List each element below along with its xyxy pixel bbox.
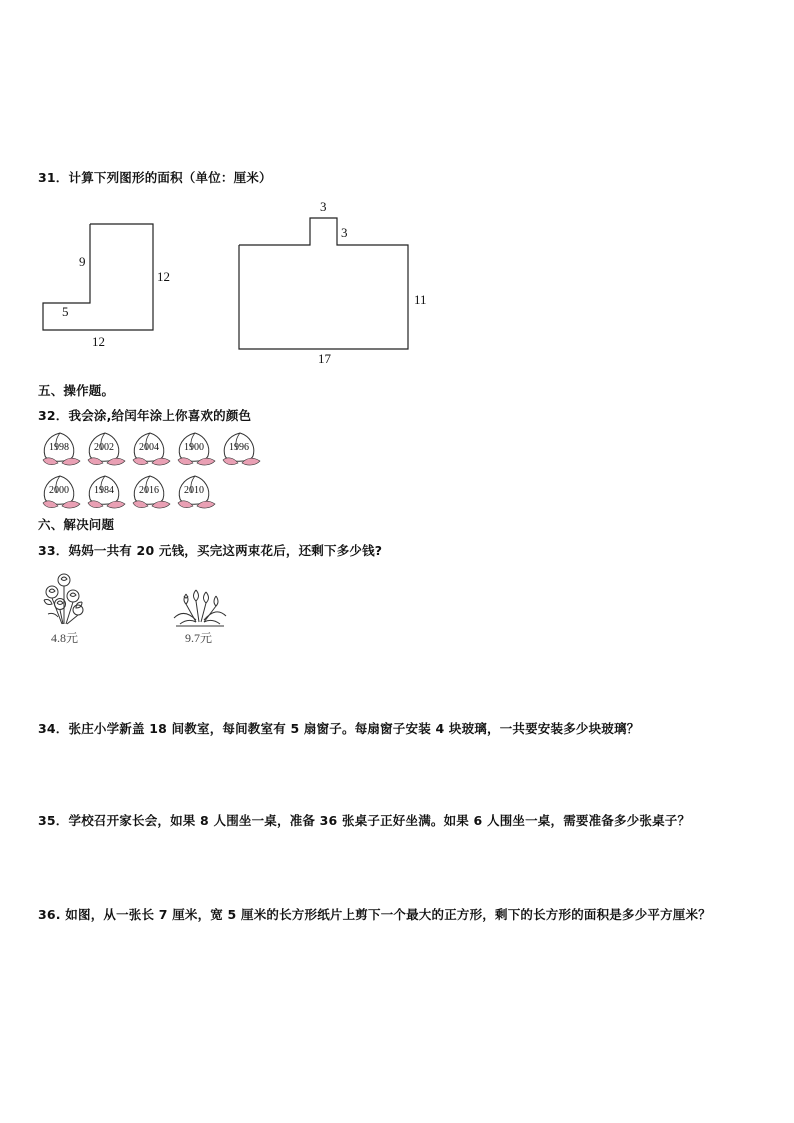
peach-year-item[interactable] (175, 473, 219, 513)
peach-year-label: 1984 (94, 485, 114, 496)
dimension-label: 3 (320, 199, 327, 214)
peach-year-label: 2002 (94, 442, 114, 453)
peach-year-label: 1998 (49, 442, 69, 453)
section-heading: 六、解决问题 (38, 517, 115, 532)
peach-year-item[interactable] (175, 430, 219, 470)
dimension-label: 17 (318, 351, 331, 366)
question-33: 33．妈妈一共有 20 元钱，买完这两束花后，还剩下多少钱? (38, 543, 383, 558)
notched-rectangle-figure (237, 214, 412, 354)
peach-year-item[interactable] (220, 430, 264, 470)
peach-year-item[interactable] (130, 430, 174, 470)
peach-year-item[interactable] (130, 473, 174, 513)
dimension-label: 12 (92, 334, 105, 349)
dimension-label: 5 (62, 304, 69, 319)
dimension-label: 12 (157, 269, 170, 284)
question-36: 36. 如图，从一张长 7 厘米，宽 5 厘米的长方形纸片上剪下一个最大的正方形，剩下的长方形的面积是多少平方厘米？ (38, 907, 711, 922)
rose-bouquet-icon (38, 570, 90, 626)
question-31: 31．计算下列图形的面积（单位：厘米） (38, 170, 272, 185)
dimension-label: 3 (341, 225, 348, 240)
question-34: 34．张庄小学新盖 18 间教室，每间教室有 5 扇窗子。每扇窗子安装 4 块玻璃，一共要安装多少块玻璃？ (38, 721, 640, 736)
tulip-bouquet-icon (172, 588, 228, 628)
peach-year-item[interactable] (85, 430, 129, 470)
price-label: 9.7元 (185, 631, 213, 645)
dimension-label: 9 (79, 254, 86, 269)
dimension-label: 11 (414, 292, 427, 307)
question-35: 35．学校召开家长会，如果 8 人围坐一桌，准备 36 张桌子正好坐满。如果 6 人围坐一桌，需要准备多少张桌子？ (38, 813, 691, 828)
peach-year-label: 2010 (184, 485, 204, 496)
price-label: 4.8元 (51, 631, 79, 645)
l-shape-figure (40, 220, 160, 335)
peach-year-label: 1900 (184, 442, 204, 453)
question-32: 32．我会涂,给闰年涂上你喜欢的颜色 (38, 408, 252, 423)
peach-year-label: 2004 (139, 442, 159, 453)
peach-year-item[interactable] (40, 473, 84, 513)
peach-year-label: 1996 (229, 442, 249, 453)
peach-year-item[interactable] (40, 430, 84, 470)
section-heading: 五、操作题。 (38, 383, 115, 398)
peach-year-item[interactable] (85, 473, 129, 513)
peach-year-label: 2016 (139, 485, 159, 496)
peach-year-label: 2000 (49, 485, 69, 496)
